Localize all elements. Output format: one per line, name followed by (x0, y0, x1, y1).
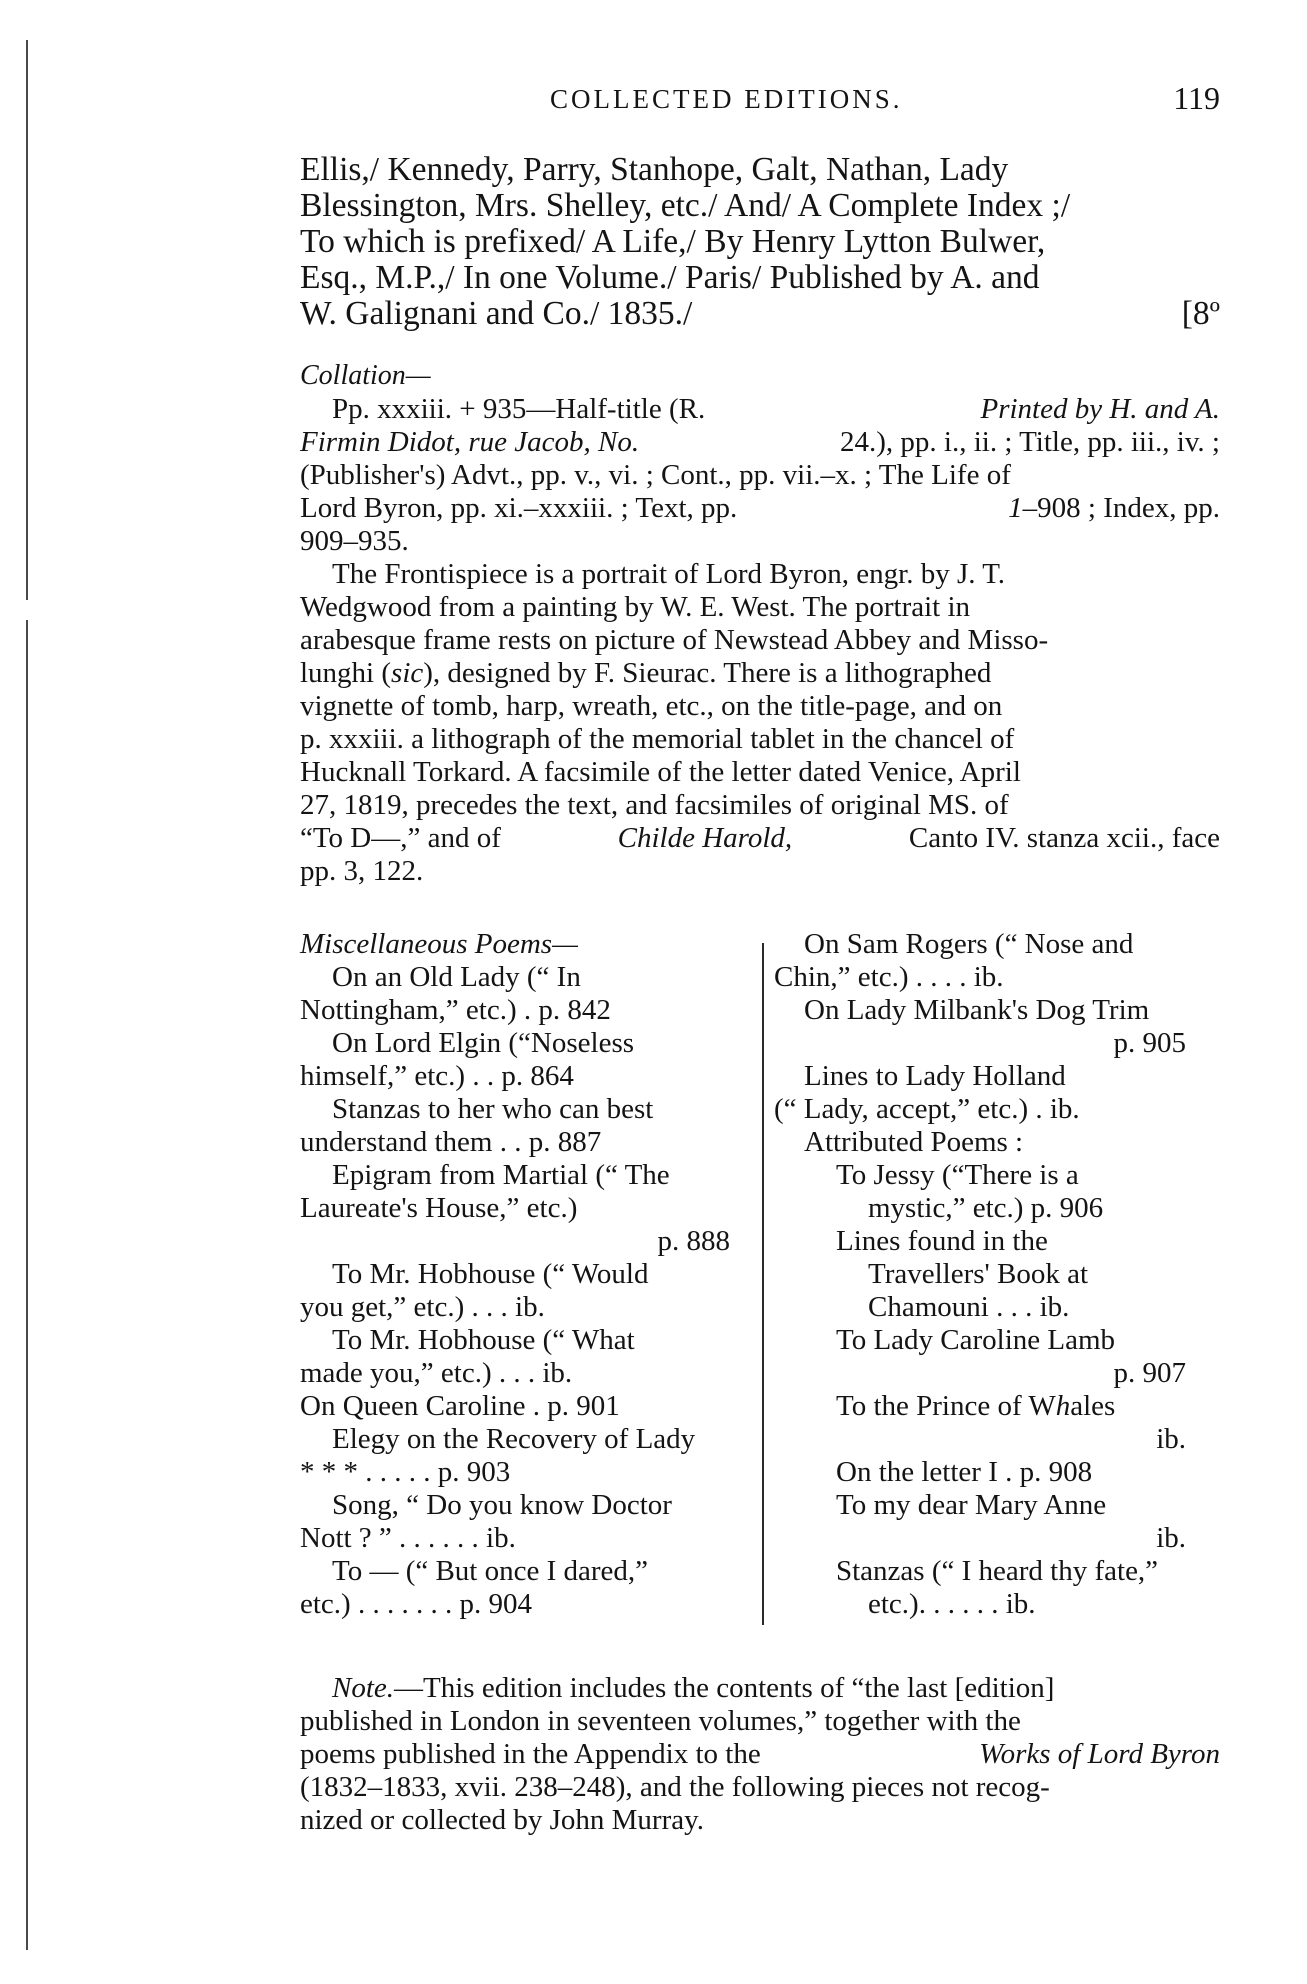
collation-line: (Publisher's) Advt., pp. v., vi. ; Cont., pp. vii.–x. ; The Life of (300, 459, 1011, 491)
edition-note (300, 1672, 1220, 1837)
frontispiece-line: “To D—,” and of Childe Harold, Canto IV. stanza xcii., face (300, 822, 1220, 854)
poem-entry: Stanzas (“ I heard thy fate,” etc.). . . . . . ib. (836, 1555, 1159, 1620)
collation-line: Pp. xxxiii. + 935—Half-title (R. Printed by H. and A. (332, 393, 1220, 425)
poem-entry: Epigram from Martial (“ The Laureate's House,” etc.) p. 888 (300, 1159, 730, 1257)
poem-entry: To the Prince of W h ales ib. (836, 1390, 1186, 1455)
poem-entry: To Mr. Hobhouse (“ Would you get,” etc.) . . . ib. (300, 1258, 649, 1323)
poem-entry: Lines to Lady Holland (“ Lady, accept,” etc.) . ib. (774, 1060, 1080, 1125)
frontispiece-line: pp. 3, 122. (300, 855, 424, 887)
frontispiece-line: Wedgwood from a painting by W. E. West. The portrait in (300, 591, 971, 623)
poems-column-right (774, 928, 1220, 1621)
note-line: Note. —This edition includes the contents of “the last [edition] (332, 1672, 1055, 1704)
frontispiece-line: 27, 1819, precedes the text, and facsimiles of original MS. of (300, 789, 1009, 821)
poem-entry: On Lord Elgin (“Noseless himself,” etc.) . . p. 864 (300, 1027, 635, 1092)
poem-entry: To Mr. Hobhouse (“ What made you,” etc.) . . . ib. (300, 1324, 635, 1389)
column-divider (762, 943, 764, 1625)
page-edge-line-top (26, 40, 28, 600)
poems-heading: Miscellaneous Poems— (300, 928, 578, 960)
poem-entry: On an Old Lady (“ In Nottingham,” etc.) . p. 842 (300, 961, 611, 1026)
note-line: nized or collected by John Murray. (300, 1804, 704, 1836)
frontispiece-line: lunghi ( sic ), designed by F. Sieurac. There is a lithographed (300, 657, 992, 689)
title-imprint: W. Galignani and Co./ 1835./ (300, 295, 693, 332)
frontispiece-line: Hucknall Torkard. A facsimile of the letter dated Venice, April (300, 756, 1021, 788)
page-edge-line-bottom (26, 620, 28, 1950)
note-label: Note. (332, 1672, 395, 1704)
poem-entry: On Queen Caroline . p. 901 (300, 1390, 620, 1422)
collation-line: Firmin Didot, rue Jacob, No. 24.), pp. i., ii. ; Title, pp. iii., iv. ; (300, 426, 1220, 458)
poem-entry: Song, “ Do you know Doctor Nott ? ” . . . . . . ib. (300, 1489, 672, 1554)
poem-entry: On the letter I . p. 908 (836, 1456, 1093, 1488)
collation-heading: Collation— (300, 360, 431, 391)
page-header (300, 80, 1220, 124)
frontispiece-line: arabesque frame rests on picture of Newstead Abbey and Misso- (300, 624, 1049, 656)
title-transcription (300, 152, 1220, 332)
frontispiece-line: p. xxxiii. a lithograph of the memorial tablet in the chancel of (300, 723, 1015, 755)
title-line: Ellis,/ Kennedy, Parry, Stanhope, Galt, Nathan, Lady (300, 151, 1009, 188)
frontispiece-line: vignette of tomb, harp, wreath, etc., on the title-page, and on (300, 690, 1003, 722)
page-number: 119 (1173, 80, 1220, 116)
title-line-last (300, 296, 1220, 332)
poem-entry: To Jessy (“There is a mystic,” etc.) p. 906 (836, 1159, 1104, 1224)
frontispiece-line: The Frontispiece is a portrait of Lord Byron, engr. by J. T. (332, 558, 1006, 590)
poem-entry: Stanzas to her who can best understand them . . p. 887 (300, 1093, 654, 1158)
format-mark: [8º (1181, 295, 1220, 332)
poem-entry: To — (“ But once I dared,” etc.) . . . . . . . p. 904 (300, 1555, 649, 1620)
poem-entry: To my dear Mary Anne ib. (836, 1489, 1186, 1554)
poem-entry: To Lady Caroline Lamb p. 907 (836, 1324, 1186, 1389)
poem-entry: Elegy on the Recovery of Lady * * * . . . . . p. 903 (300, 1423, 696, 1488)
title-line: Esq., M.P.,/ In one Volume./ Paris/ Published by A. and (300, 259, 1040, 296)
collation-text (300, 393, 1220, 888)
poem-entry: On Sam Rogers (“ Nose and Chin,” etc.) . . . . ib. (774, 928, 1134, 993)
title-line: Blessington, Mrs. Shelley, etc./ And/ A Complete Index ;/ (300, 187, 1071, 224)
collation-line: Lord Byron, pp. xi.–xxxiii. ; Text, pp. 1–908 ; Index, pp. (300, 492, 1220, 524)
running-title: COLLECTED EDITIONS. (550, 84, 903, 114)
note-line: (1832–1833, xvii. 238–248), and the following pieces not recog- (300, 1771, 1050, 1803)
poem-entry: Lines found in the Travellers' Book at Chamouni . . . ib. (836, 1225, 1089, 1323)
note-line: published in London in seventeen volumes,” together with the (300, 1705, 1021, 1737)
poems-column-left (300, 928, 754, 1621)
attributed-poems-heading: Attributed Poems : (804, 1126, 1024, 1158)
poem-entry: On Lady Milbank's Dog Trim p. 905 (804, 994, 1186, 1059)
note-line: poems published in the Appendix to the Works of Lord Byron (300, 1738, 1220, 1770)
collation-line: 909–935. (300, 525, 409, 557)
title-line: To which is prefixed/ A Life,/ By Henry Lytton Bulwer, (300, 223, 1046, 260)
